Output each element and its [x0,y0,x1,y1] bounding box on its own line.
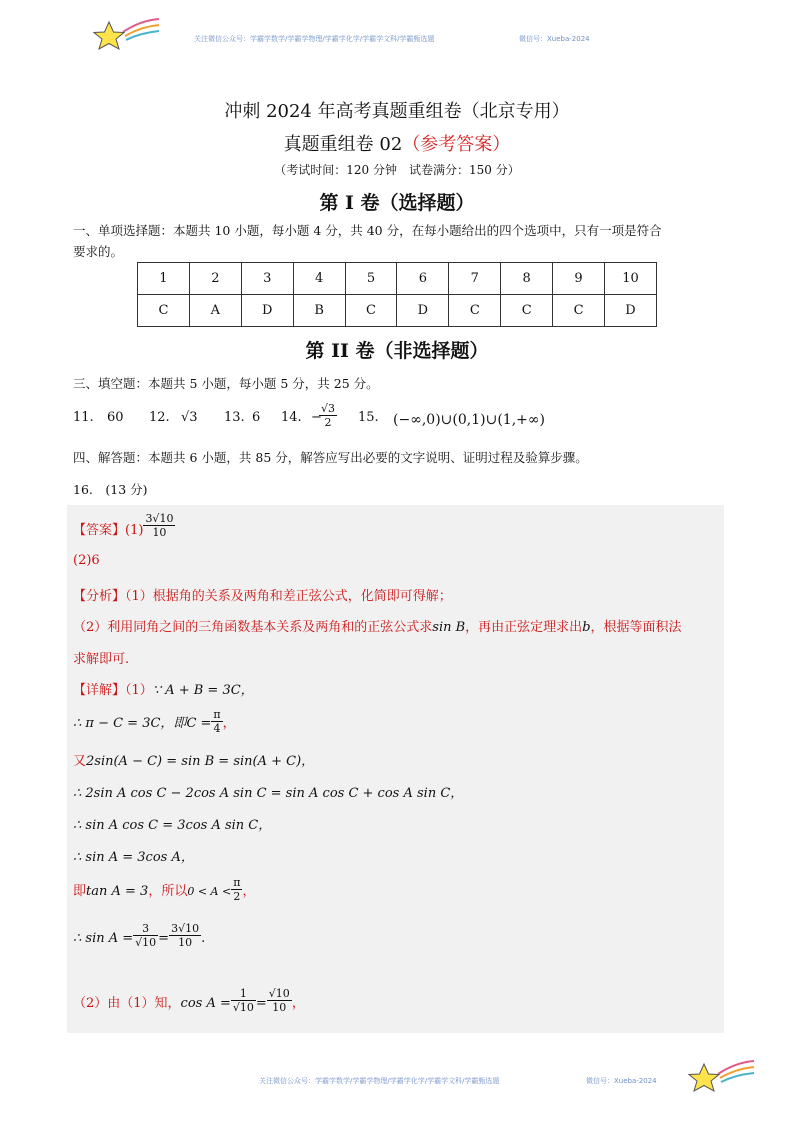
table-cell: 8 [501,263,553,295]
fraction-denominator: 10 [178,936,193,949]
table-cell: C [501,295,553,327]
answer-table-row-numbers [138,263,657,295]
q13-label: 13. [224,410,245,425]
detail-line-8 [73,922,206,952]
table-cell: 1 [138,263,190,295]
detail-fraction-3-sqrt10 [133,922,158,949]
detail-math-8a: ∴ sin A = [73,931,134,946]
header-wechat-text: 关注微信公众号：学霸学数学/学霸学物理/学霸学化学/学霸学文科/学霸甄选题 [194,35,435,43]
fraction-numerator: π [213,708,221,721]
detail-math-4: ∴ 2sin A cos C − 2cos A sin C = sin A cos C + cos A sin C， [73,786,464,801]
analysis-text-2a: （2）利用同角之间的三角函数基本关系及两角和的正弦公式求 [73,620,433,635]
header-weixin-id: 微信号：Xueba-2024 [519,35,590,43]
detail-math-3: 2sin(A − C) = sin B = sin(A + C)， [86,754,315,769]
analysis-text-2e: ，根据等面积法 [590,620,682,635]
table-cell: A [189,295,241,327]
q12-answer: √3 [181,410,198,425]
detail-punct: ， [291,996,305,1011]
answer-tag: 【答案】 [73,523,126,538]
detail-line-5 [73,814,271,833]
q14-numerator: √3 [321,402,336,415]
q14-label: 14. [281,410,302,425]
detail-fraction-pi-4 [211,708,222,735]
star-logo-icon [93,16,161,58]
equals-sign: = [158,931,170,946]
table-cell: 9 [553,263,605,295]
q15-label: 15. [358,410,379,425]
analysis-line-2 [73,616,682,635]
detail-line-7 [73,878,255,905]
table-cell: D [241,295,293,327]
fraction-denominator: 4 [213,722,221,735]
answer-part1-fraction [143,512,175,539]
analysis-tag: 【分析】 [73,589,126,604]
document-title: 冲刺 2024 年高考真题重组卷（北京专用） [224,101,570,122]
part2-title: 第 II 卷（非选择题） [305,340,489,362]
detail-text-7c: ，所以 [148,884,188,899]
detail-math-7b: tan A = 3 [86,884,149,899]
fraction-denominator: 2 [233,890,241,903]
fill-instruction: 三、填空题：本题共 5 小题，每小题 5 分，共 25 分。 [73,376,379,391]
subtitle-answer-key: （参考答案） [402,134,511,155]
analysis-line-1 [73,585,452,604]
table-cell: D [605,295,657,327]
equals-sign: = [255,996,267,1011]
detail-line-2 [73,710,236,737]
detail-fraction-1-sqrt10 [231,987,256,1014]
q12-label: 12. [149,410,170,425]
detail-punct: . [201,931,206,946]
detail-fraction-sqrt10-10 [267,987,292,1014]
analysis-line-3: 求解即可. [73,652,130,667]
table-cell: 5 [345,263,397,295]
answer-table-row-answers [138,295,657,327]
detail-text-7a: 即 [73,884,87,899]
detail-fraction-3sqrt10-10 [169,922,201,949]
analysis-math-sinB: sin B [432,620,466,635]
exam-info: （考试时间：120 分钟 试卷满分：150 分） [274,163,520,177]
table-cell: 7 [449,263,501,295]
q14-sign: − [311,410,322,425]
table-cell: 3 [241,263,293,295]
detail-fraction-pi-2 [231,876,242,903]
document-subtitle [0,130,794,156]
table-cell: 10 [605,263,657,295]
q11-answer: 60 [107,410,124,425]
answer-part1-prefix: (1) [125,523,144,538]
fraction-denominator: √10 [135,936,157,949]
analysis-text-2c: ，再由正弦定理求出 [465,620,583,635]
subtitle-main: 真题重组卷 02 [283,134,403,155]
table-cell: B [293,295,345,327]
q13-answer: 6 [252,410,261,425]
table-cell: C [138,295,190,327]
detail-math-1: ∵ A + B = 3C， [152,683,254,698]
fraction-denominator: √10 [232,1001,254,1014]
analysis-text-1: （1）根据角的关系及两角和差正弦公式，化简即可得解； [125,589,452,604]
answer-table [137,262,657,327]
part1-instruction-line2: 要求的。 [73,244,124,259]
q14-denominator: 2 [324,416,332,429]
fraction-numerator: 3 [133,922,158,936]
q16-header: 16. (13 分) [73,482,148,497]
detail-text-3a: 又 [73,754,87,769]
footer-weixin-id: 微信号：Xueba-2024 [586,1077,657,1085]
detail-punct: ， [242,884,256,899]
q11-label: 11. [73,410,94,425]
detail-line-4 [73,782,463,801]
fraction-numerator: 3√10 [145,512,174,525]
q15-answer: (−∞,0)∪(0,1)∪(1,+∞) [393,412,545,428]
table-cell: 6 [397,263,449,295]
table-cell: 2 [189,263,241,295]
table-cell: C [345,295,397,327]
detail-text-9a: （2）由（1）知， [73,996,181,1011]
detail-line-1 [73,679,254,698]
footer-wechat-text: 关注微信公众号：学霸学数学/学霸学物理/学霸学化学/学霸学文科/学霸甄选题 [259,1077,500,1085]
answer-part2: (2)6 [73,553,100,568]
part1-instruction-line1: 一、单项选择题：本题共 10 小题，每小题 4 分，共 40 分，在每小题给出的四个选项中，只有一项是符合 [73,223,662,238]
detail-line-3 [73,750,314,769]
detail-math-7d: 0 < A < [187,885,232,898]
table-cell: 4 [293,263,345,295]
fraction-numerator: π [233,876,241,889]
table-cell: C [449,295,501,327]
fraction-denominator: 10 [272,1001,287,1014]
detail-punct: ， [222,716,236,731]
detail-math-5: ∴ sin A cos C = 3cos A sin C， [73,818,272,833]
detail-line-9 [73,987,305,1017]
detail-math-2a: ∴ π − C = 3C，即 [73,716,187,731]
fraction-numerator: 3√10 [171,922,200,935]
table-cell: D [397,295,449,327]
detail-part-label: （1） [125,683,153,698]
part1-title: 第 I 卷（选择题） [319,192,475,214]
detail-math-9b: cos A = [180,996,231,1011]
solve-instruction: 四、解答题：本题共 6 小题，共 85 分，解答应写出必要的文字说明、证明过程及验算步骤。 [73,450,588,465]
answer-line-1 [73,512,175,539]
star-logo-icon [688,1058,756,1100]
table-cell: C [553,295,605,327]
fraction-denominator: 10 [152,526,167,539]
fraction-numerator: √10 [268,987,290,1000]
fraction-numerator: 1 [231,987,256,1001]
detail-math-2b: C = [186,716,212,731]
detail-tag: 【详解】 [73,683,126,698]
analysis-math-b: b [582,620,591,635]
q14-fraction [319,402,337,429]
detail-line-6 [73,846,194,865]
detail-math-6: ∴ sin A = 3cos A， [73,850,194,865]
